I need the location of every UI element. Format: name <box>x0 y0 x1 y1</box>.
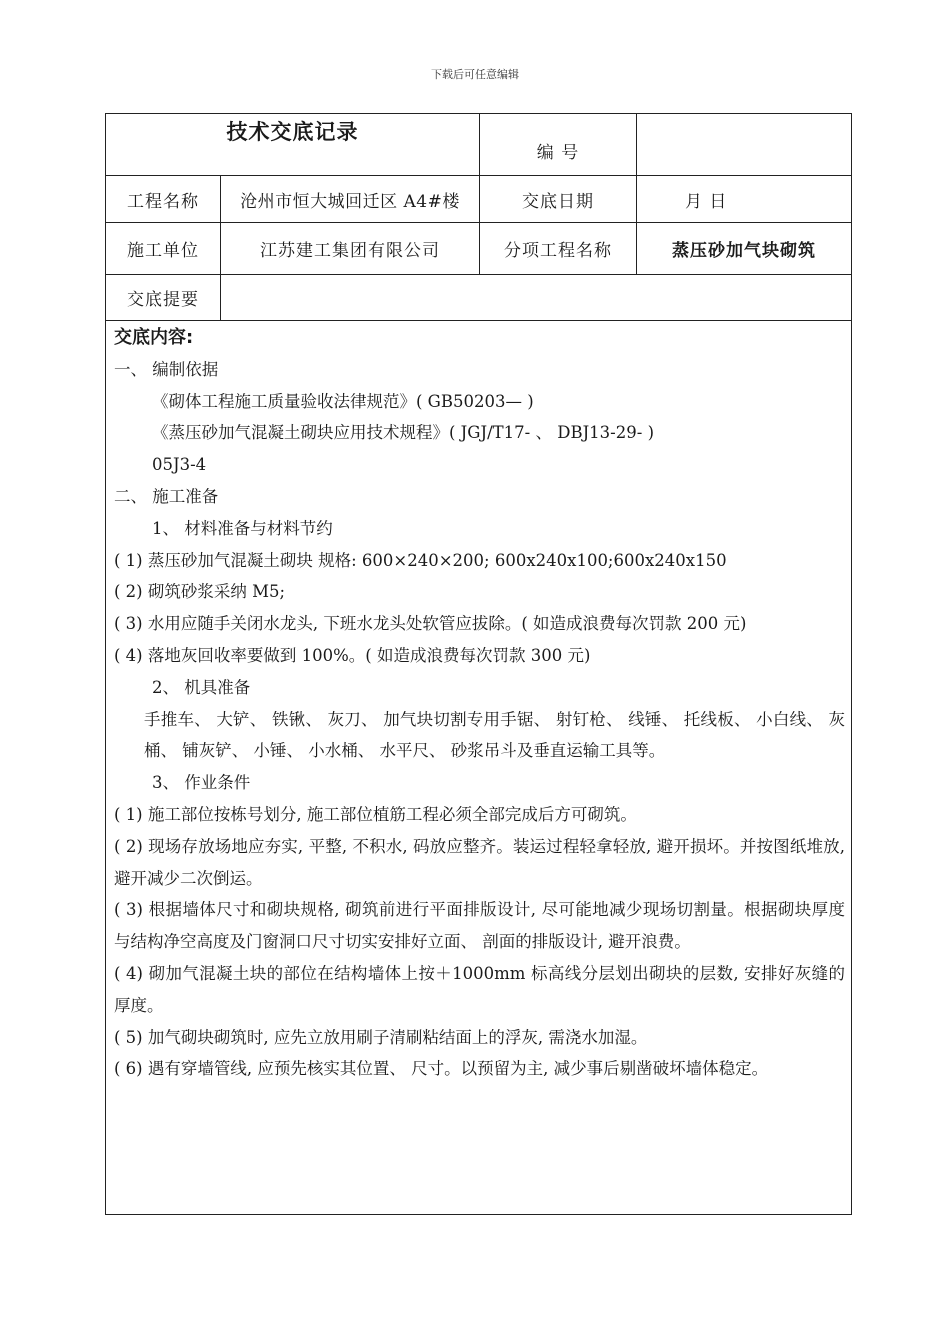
date-value[interactable]: 月 日 <box>685 191 728 212</box>
project-name-value[interactable]: 沧州市恒大城回迁区 A4#楼 <box>240 191 460 212</box>
number-label: 编 号 <box>536 143 580 163</box>
subsection-heading: 1、 材料准备与材料节约 <box>152 518 333 538</box>
list-item: ( 1) 蒸压砂加气混凝土砌块 规格: 600×240×200; 600x240x100;600x240x150 <box>114 550 727 570</box>
contractor-value[interactable]: 江苏建工集团有限公司 <box>260 241 440 261</box>
header-note: 下载后可任意编辑 <box>431 68 519 81</box>
subitem-value[interactable]: 蒸压砂加气块砌筑 <box>672 241 816 261</box>
row-divider <box>106 320 851 321</box>
list-item: ( 5) 加气砌块砌筑时, 应先立放用刷子清刷粘结面上的浮灰, 需浇水加湿。 <box>114 1027 648 1047</box>
summary-value[interactable] <box>221 275 851 320</box>
paragraph: 手推车、 大铲、 铁锹、 灰刀、 加气块切割专用手锯、 射钉枪、 线锤、 托线板、 小白线、 灰桶、 铺灰铲、 小锤、 小水桶、 水平尺、 砂浆吊斗及垂直运输工具等。 <box>144 709 845 761</box>
subitem-label: 分项工程名称 <box>504 241 612 261</box>
section-heading: 一、 编制依据 <box>114 359 219 379</box>
project-name-label: 工程名称 <box>127 191 199 212</box>
date-label: 交底日期 <box>522 191 594 212</box>
list-item: ( 2) 砌筑砂浆采纳 M5; <box>114 582 286 602</box>
section-heading: 二、 施工准备 <box>114 486 219 506</box>
subsection-heading: 3、 作业条件 <box>152 773 251 793</box>
list-item: ( 4) 砌加气混凝土块的部位在结构墙体上按＋1000mm 标高线分层划出砌块的层数, 安排好灰缝的厚度。 <box>114 963 845 1015</box>
technical-briefing-form <box>105 113 852 1215</box>
content-heading: 交底内容: <box>114 327 194 348</box>
reference-standard: 《蒸压砂加气混凝土砌块应用技术规程》( JGJ/T17- 、 DBJ13-29- ) <box>152 423 655 443</box>
reference-standard: 05J3-4 <box>152 455 207 475</box>
list-item: ( 3) 根据墙体尺寸和砌块规格, 砌筑前进行平面排版设计, 尽可能地减少现场切割量。根据砌块厚度与结构净空高度及门窗洞口尺寸切实安排好立面、 剖面的排版设计, 避开浪费。 <box>114 900 845 952</box>
form-title: 技术交底记录 <box>226 120 359 144</box>
subsection-heading: 2、 机具准备 <box>152 677 251 697</box>
list-item: ( 6) 遇有穿墙管线, 应预先核实其位置、 尺寸。以预留为主, 减少事后剔凿破坏墙体稳定。 <box>114 1059 769 1079</box>
number-value[interactable] <box>637 114 851 175</box>
reference-standard: 《砌体工程施工质量验收法律规范》( GB50203— ) <box>152 391 534 411</box>
summary-label: 交底提要 <box>127 290 199 310</box>
contractor-label: 施工单位 <box>127 241 199 261</box>
list-item: ( 2) 现场存放场地应夯实, 平整, 不积水, 码放应整齐。装运过程轻拿轻放, 避开损坏。并按图纸堆放, 避开减少二次倒运。 <box>114 836 845 888</box>
list-item: ( 3) 水用应随手关闭水龙头, 下班水龙头处软管应拔除。( 如造成浪费每次罚款 200 元) <box>114 614 747 634</box>
list-item: ( 1) 施工部位按栋号划分, 施工部位植筋工程必须全部完成后方可砌筑。 <box>114 804 637 824</box>
briefing-content <box>106 322 851 1085</box>
list-item: ( 4) 落地灰回收率要做到 100%。( 如造成浪费每次罚款 300 元) <box>114 645 591 665</box>
